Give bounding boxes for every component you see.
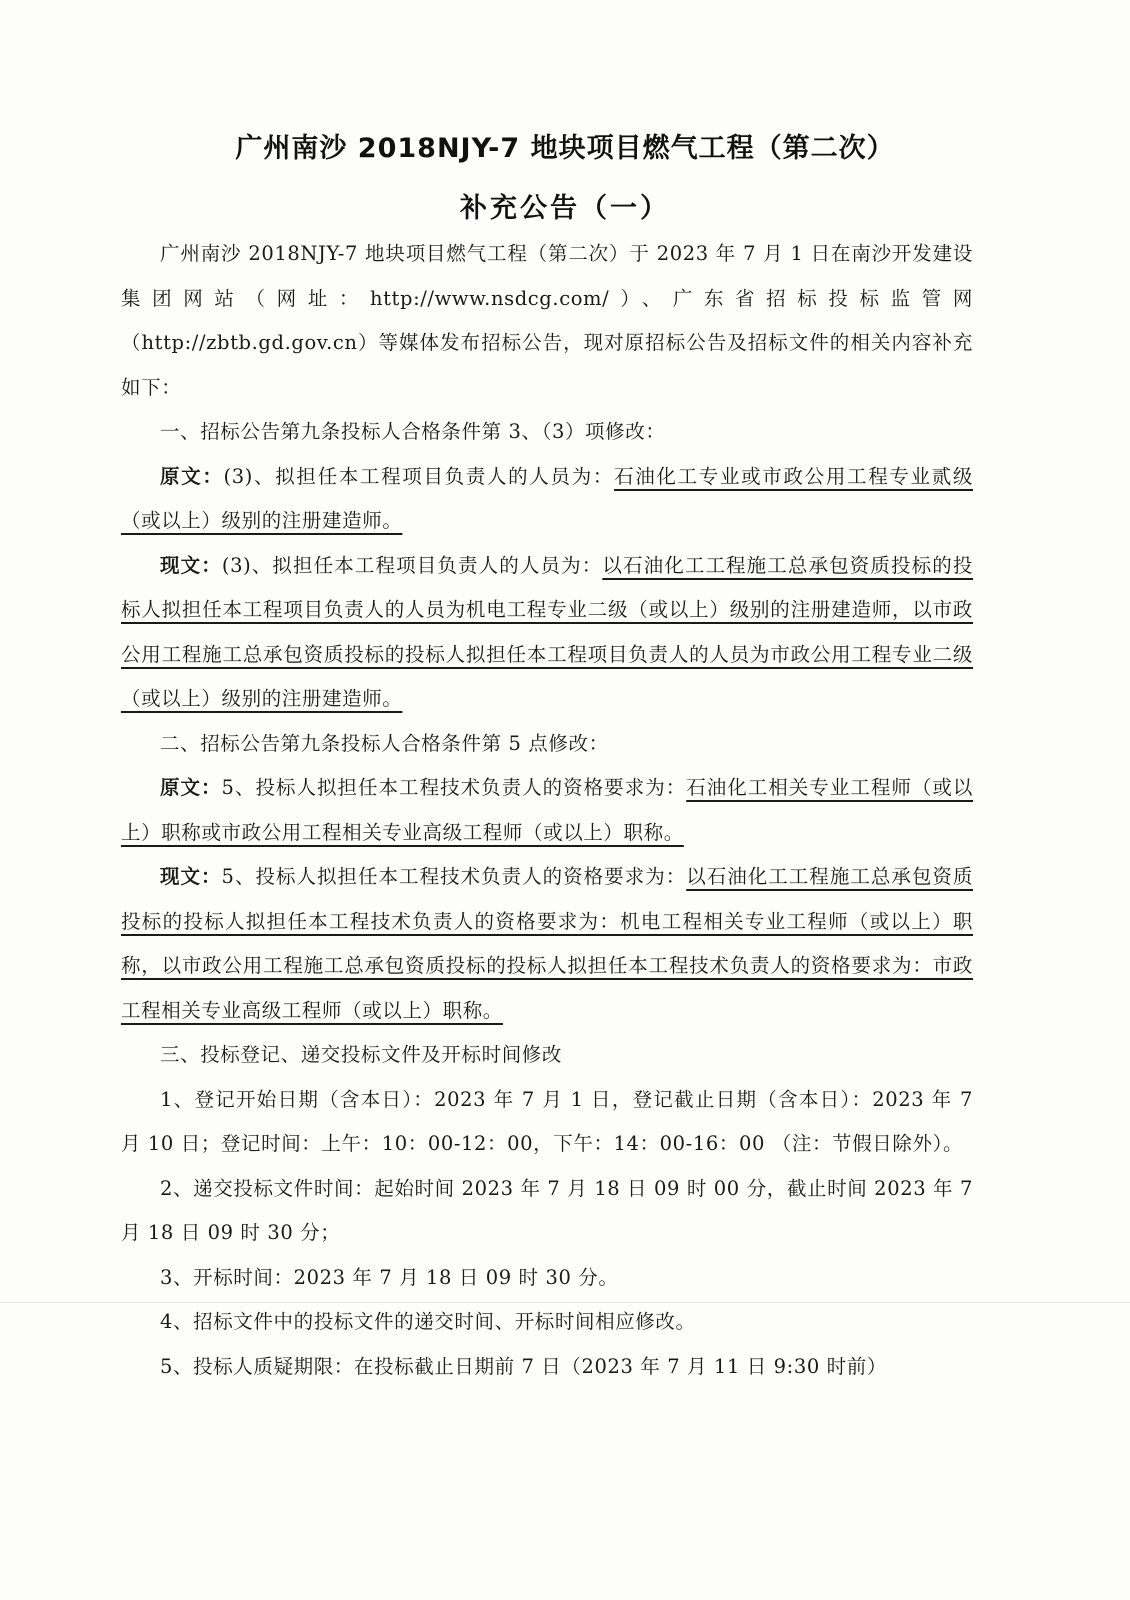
intro-paragraph: 广州南沙 2018NJY-7 地块项目燃气工程（第二次）于 2023 年 7 月 1 日在南沙开发建设集团网站（网址：http://www.nsdcg.com/）、广东省招标投标监管网（http://zbtb.gd.gov.cn）等媒体发布招标公告，现对原招标公告及招标文件的相关内容补充如下： xyxy=(121,242,973,399)
section-3-heading: 三、投标登记、递交投标文件及开标时间修改 xyxy=(160,1043,563,1066)
original-prefix: (3)、拟担任本工程项目负责人的人员为： xyxy=(223,464,615,488)
revised-underlined-text: 以石油化工工程施工总承包资质投标的投标人拟担任本工程项目负责人的人员为机电工程专业二级（或以上）级别的注册建造师，以市政公用工程施工总承包资质投标的投标人拟担任本工程项目负责人的人员为市政公用工程专业二级（或以上）级别的注册建造师。 xyxy=(121,553,973,710)
section-3-item-2: 2、递交投标文件时间：起始时间 2023 年 7 月 18 日 09 时 00 分，截止时间 2023 年 7 月 18 日 09 时 30 分； xyxy=(121,1176,973,1244)
section-2-revised xyxy=(121,855,973,1033)
section-2-original xyxy=(121,766,973,855)
section-1-revised xyxy=(121,544,973,722)
revised-prefix: 5、投标人拟担任本工程技术负责人的资格要求为： xyxy=(221,865,687,888)
title-line-1: 广州南沙 2018NJY-7 地块项目燃气工程（第二次） xyxy=(235,133,895,164)
revised-prefix: (3)、拟担任本工程项目负责人的人员为： xyxy=(221,553,603,577)
revised-label: 现文： xyxy=(160,865,222,888)
section-1-heading: 一、招标公告第九条投标人合格条件第 3、（3）项修改： xyxy=(160,420,666,443)
original-label: 原文： xyxy=(160,776,222,799)
section-2-heading: 二、招标公告第九条投标人合格条件第 5 点修改： xyxy=(160,731,609,755)
title-line-2: 补充公告（一） xyxy=(460,193,670,224)
section-3-item-4: 4、招标文件中的投标文件的递交时间、开标时间相应修改。 xyxy=(160,1310,696,1333)
original-label: 原文： xyxy=(160,464,224,488)
section-3-item-3: 3、开标时间：2023 年 7 月 18 日 09 时 30 分。 xyxy=(160,1265,619,1289)
scan-artifact-line xyxy=(0,1302,1130,1303)
section-1-original xyxy=(121,455,973,544)
revised-label: 现文： xyxy=(160,553,222,577)
section-3-item-5: 5、投标人质疑期限：在投标截止日期前 7 日（2023 年 7 月 11 日 9:30 时前） xyxy=(160,1354,887,1378)
original-underlined-text: 石油化工相关专业工程师（或以上）职称或市政公用工程相关专业高级工程师（或以上）职称。 xyxy=(121,776,973,844)
notice-body xyxy=(121,232,973,1389)
revised-underlined-text: 以石油化工工程施工总承包资质投标的投标人拟担任本工程技术负责人的资格要求为：机电工程相关专业工程师（或以上）职称，以市政公用工程施工总承包资质投标的投标人拟担任本工程技术负责人的资格要求为：市政工程相关专业高级工程师（或以上）职称。 xyxy=(121,865,973,1022)
original-underlined-text: 石油化工专业或市政公用工程专业贰级（或以上）级别的注册建造师。 xyxy=(121,464,973,532)
original-prefix: 5、投标人拟担任本工程技术负责人的资格要求为： xyxy=(221,776,687,799)
section-3-item-1: 1、登记开始日期（含本日）：2023 年 7 月 1 日，登记截止日期（含本日）：2023 年 7 月 10 日；登记时间：上午：10：00-12：00，下午：14：00-16：00 （注：节假日除外）。 xyxy=(121,1087,973,1155)
